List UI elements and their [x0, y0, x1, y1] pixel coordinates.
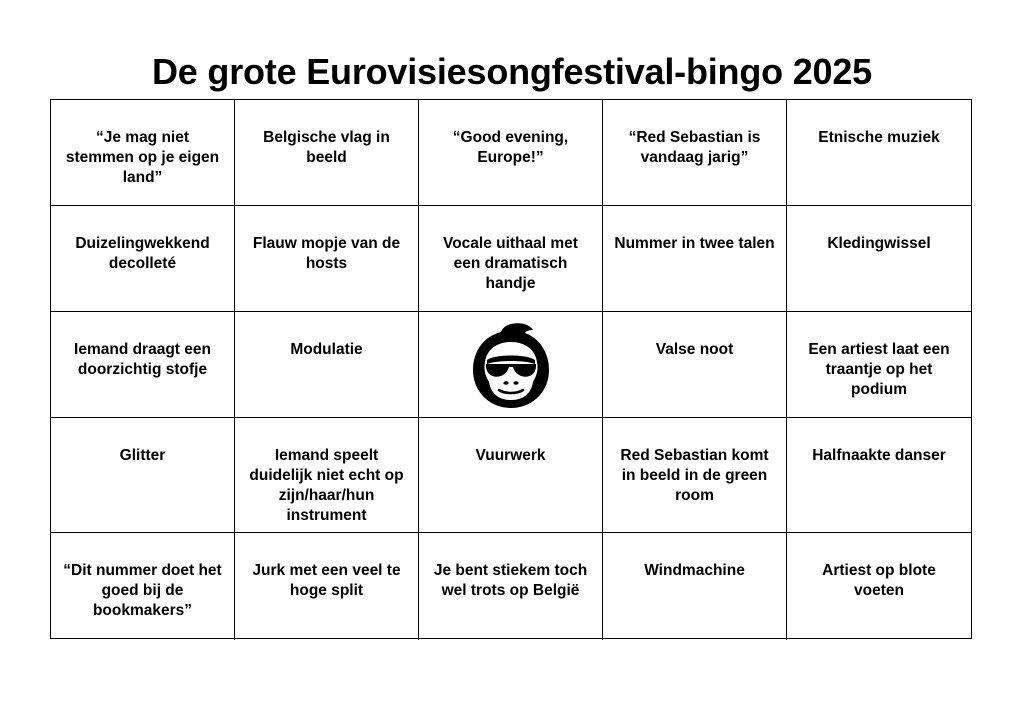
bingo-cell-3-1[interactable] [51, 312, 235, 418]
bingo-cell-4-2[interactable] [235, 418, 419, 533]
bingo-free-cell[interactable] [419, 312, 603, 418]
bingo-cell-1-5[interactable] [787, 100, 971, 206]
bingo-cell-4-1[interactable] [51, 418, 235, 533]
bingo-cell-text: Artiest op blote voeten [822, 562, 936, 599]
bingo-cell-3-5[interactable] [787, 312, 971, 418]
bingo-cell-text: Red Sebastian komt in beeld in de green room [620, 447, 769, 504]
bingo-cell-text: Halfnaakte danser [812, 447, 946, 464]
bingo-cell-text: Iemand draagt een doorzichtig stofje [74, 341, 211, 378]
bingo-cell-text: Valse noot [655, 341, 734, 358]
bingo-cell-text: “Good evening, Europe!” [452, 129, 569, 166]
bingo-cell-text: “Je mag niet stemmen op je eigen land” [65, 129, 220, 186]
bingo-cell-text: Een artiest laat een traantje op het podium [808, 341, 950, 398]
bingo-cell-3-4[interactable] [603, 312, 787, 418]
bingo-cell-text: Kledingwissel [827, 235, 931, 252]
bingo-cell-5-2[interactable] [235, 533, 419, 640]
bingo-cell-5-1[interactable] [51, 533, 235, 640]
bingo-cell-text: Windmachine [644, 562, 745, 579]
bingo-cell-text: Je bent stiekem toch wel trots op België [433, 562, 588, 599]
bingo-cell-text: Belgische vlag in beeld [263, 129, 390, 166]
bingo-cell-text: Duizelingwekkend decolleté [75, 235, 210, 272]
bingo-cell-1-4[interactable] [603, 100, 787, 206]
bingo-cell-4-5[interactable] [787, 418, 971, 533]
bingo-cell-2-1[interactable] [51, 206, 235, 312]
bingo-cell-5-5[interactable] [787, 533, 971, 640]
bingo-cell-2-5[interactable] [787, 206, 971, 312]
bingo-cell-text: “Dit nummer doet het goed bij de bookmakers” [63, 562, 222, 619]
gorilla-with-sunglasses-icon [469, 320, 553, 410]
bingo-cell-4-3[interactable] [419, 418, 603, 533]
bingo-grid [50, 99, 972, 639]
bingo-cell-text: Jurk met een veel te hoge split [252, 562, 401, 599]
bingo-cell-text: Vocale uithaal met een dramatisch handje [443, 235, 578, 292]
bingo-cell-text: “Red Sebastian is vandaag jarig” [628, 129, 761, 166]
bingo-cell-text: Iemand speelt duidelijk niet echt op zijn/haar/hun instrument [249, 447, 404, 524]
bingo-cell-5-4[interactable] [603, 533, 787, 640]
bingo-cell-text: Glitter [119, 447, 166, 464]
bingo-cell-3-2[interactable] [235, 312, 419, 418]
bingo-cell-text: Nummer in twee talen [614, 235, 775, 252]
page-title: De grote Eurovisiesongfestival-bingo 2025 [152, 51, 872, 92]
bingo-cell-text: Vuurwerk [475, 447, 546, 464]
bingo-cell-text: Flauw mopje van de hosts [252, 235, 401, 272]
bingo-cell-2-2[interactable] [235, 206, 419, 312]
bingo-cell-5-3[interactable] [419, 533, 603, 640]
bingo-cell-text: Modulatie [290, 341, 363, 358]
bingo-cell-1-3[interactable] [419, 100, 603, 206]
bingo-cell-4-4[interactable] [603, 418, 787, 533]
bingo-cell-1-1[interactable] [51, 100, 235, 206]
bingo-cell-text: Etnische muziek [818, 129, 940, 146]
bingo-cell-2-4[interactable] [603, 206, 787, 312]
bingo-cell-1-2[interactable] [235, 100, 419, 206]
bingo-cell-2-3[interactable] [419, 206, 603, 312]
